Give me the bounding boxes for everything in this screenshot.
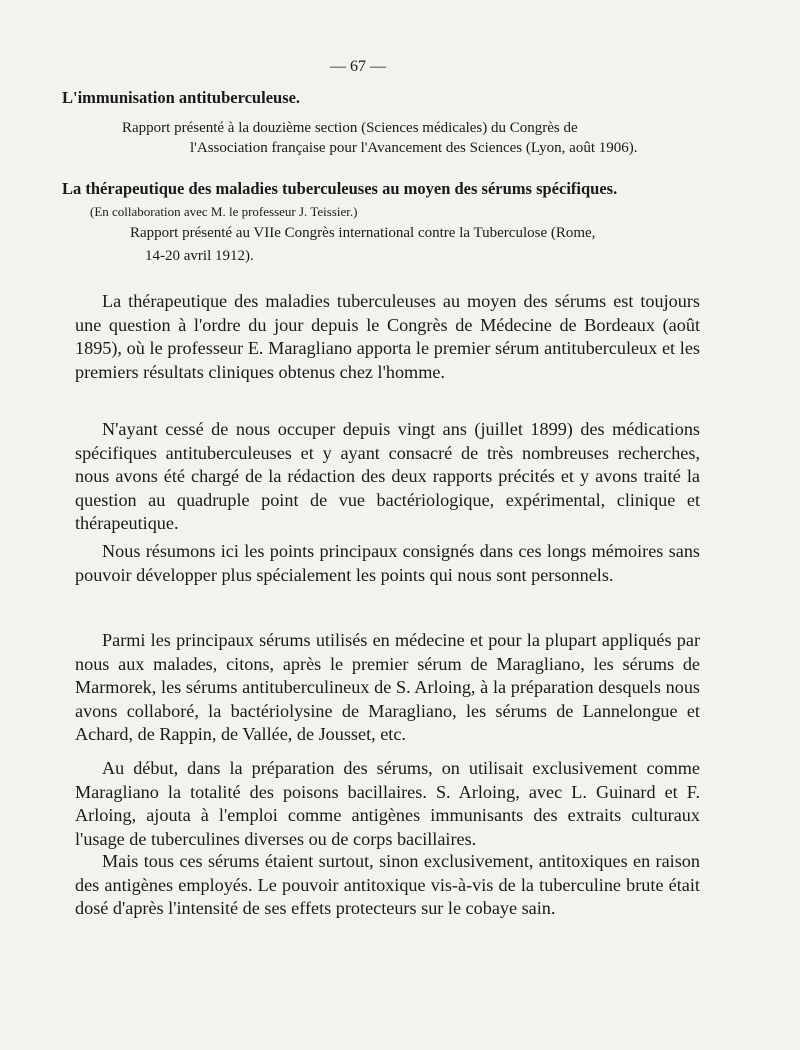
entry-title-immunisation: L'immunisation antituberculeuse. (62, 88, 301, 107)
body-paragraph: La thérapeutique des maladies tuberculeuses au moyen des sérums est toujours une question à l'ordre du jour depuis le Congrès de Médecine de Bordeaux (août 1895), où le professeur E. Maragliano apporta le premier sérum antituberculeux et les premiers résultats cliniques obtenus chez l'homme. (75, 291, 700, 382)
report-line: Rapport présenté au VIIe Congrès international contre la Tuberculose (Rome, (130, 225, 596, 241)
page-number: — 67 — (330, 58, 386, 75)
body-paragraph: Mais tous ces sérums étaient surtout, sinon exclusivement, antitoxiques en raison des antigènes employés. Le pouvoir antitoxique vis-à-vis de la tuberculine brute était dosé d'après l'intensité de ses effets protecteurs sur le cobaye sain. (75, 851, 700, 919)
body-paragraph: Au début, dans la préparation des sérums, on utilisait exclusivement comme Maragliano la totalité des poisons bacillaires. S. Arloing, avec L. Guinard et F. Arloing, ajouta à l'emploi comme antigènes immunisants des extraits culturaux l'usage de tuberculines diverses ou de corps bacillaires. (75, 758, 700, 849)
body-paragraph: Nous résumons ici les points principaux consignés dans ces longs mémoires sans pouvoir développer plus spécialement les points qui nous sont personnels. (75, 541, 700, 585)
report-line: Rapport présenté à la douzième section (Sciences médicales) du Congrès de (122, 120, 578, 136)
report-line: 14-20 avril 1912). (145, 248, 254, 264)
body-paragraph: Parmi les principaux sérums utilisés en médecine et pour la plupart appliqués par nous aux malades, citons, après le premier sérum de Maragliano, les sérums de Marmorek, les sérums antituberculineux de S. Arloing, à la préparation desquels nous avons collaboré, la bactériolysine de Maragliano, les sérums de Lannelongue et Achard, de Rappin, de Vallée, de Jousset, etc. (75, 630, 700, 745)
body-paragraph: N'ayant cessé de nous occuper depuis vingt ans (juillet 1899) des médications spécifiques antituberculeuses et y ayant consacré de très nombreuses recherches, nous avons été chargé de la rédaction des deux rapports précités et y avons traité la question au quadruple point de vue bactériologique, expérimental, clinique et thérapeutique. (75, 419, 700, 534)
report-line: l'Association française pour l'Avancement des Sciences (Lyon, août 1906). (190, 140, 638, 156)
entry-title-therapeutique: La thérapeutique des maladies tuberculeuses au moyen des sérums spécifiques. (62, 179, 618, 198)
collaboration-note: (En collaboration avec M. le professeur J. Teissier.) (90, 204, 358, 219)
